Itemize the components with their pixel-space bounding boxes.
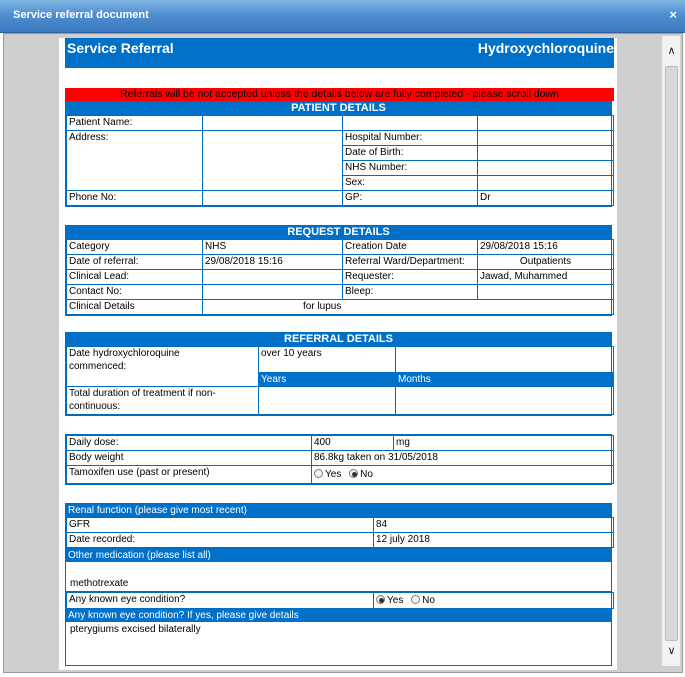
clinical-lead-field[interactable] — [203, 270, 343, 285]
phone-field[interactable] — [203, 191, 343, 206]
commenced-label — [67, 347, 259, 387]
date-recorded-field[interactable]: 12 july 2018 — [374, 533, 614, 548]
eye-condition-label: Any known eye condition? — [67, 593, 374, 609]
document-frame — [3, 33, 683, 673]
contact-no-field[interactable] — [203, 285, 343, 300]
hospital-number-label: Hospital Number: — [343, 131, 478, 146]
tamoxifen-no-label: No — [360, 469, 373, 480]
duration-months-field[interactable] — [396, 387, 614, 415]
category-label: Category — [67, 240, 203, 255]
date-of-referral-field[interactable]: 29/08/2018 15:16 — [203, 255, 343, 270]
clinical-details-label: Clinical Details — [67, 300, 203, 315]
eye-details-heading: Any known eye condition? If yes, please give details — [66, 609, 611, 622]
requester-field[interactable]: Jawad, Muhammed — [478, 270, 614, 285]
chevron-down-icon[interactable]: ∨ — [667, 645, 676, 657]
radio-icon — [411, 595, 420, 604]
referral-details-section — [65, 332, 612, 416]
date-recorded-label: Date recorded: — [67, 533, 374, 548]
tamoxifen-options — [312, 466, 614, 484]
referral-ward-label: Referral Ward/Department: — [343, 255, 478, 270]
patient-details-section — [65, 101, 612, 207]
category-field[interactable]: NHS — [203, 240, 343, 255]
years-header: Years — [259, 373, 396, 387]
other-medication-section — [65, 548, 612, 666]
drug-title: Hydroxychloroquine — [477, 40, 614, 56]
document-header — [65, 38, 614, 68]
window-titlebar — [0, 0, 685, 33]
gfr-field[interactable]: 84 — [374, 518, 614, 533]
date-of-referral-label: Date of referral: — [67, 255, 203, 270]
dob-field[interactable] — [478, 146, 614, 161]
daily-dose-label: Daily dose: — [67, 436, 312, 451]
commenced-label-line2: commenced: — [69, 361, 127, 372]
eye-condition-options — [374, 593, 614, 609]
vertical-scrollbar[interactable] — [661, 36, 680, 666]
tamoxifen-yes-label: Yes — [325, 469, 342, 480]
body-weight-label: Body weight — [67, 451, 312, 466]
clinical-details-value: for lupus — [303, 301, 342, 312]
creation-date-field[interactable]: 29/08/2018 15:16 — [478, 240, 614, 255]
commenced-field[interactable]: over 10 years — [259, 347, 396, 373]
radio-icon — [314, 469, 323, 478]
gp-label: GP: — [343, 191, 478, 206]
other-medication-field[interactable] — [66, 562, 611, 592]
duration-label — [67, 387, 259, 415]
creation-date-label: Creation Date — [343, 240, 478, 255]
clinical-lead-label: Clinical Lead: — [67, 270, 203, 285]
other-medication-value: methotrexate — [70, 578, 129, 589]
dob-label: Date of Birth: — [343, 146, 478, 161]
eye-no-radio[interactable] — [411, 595, 435, 606]
duration-years-field[interactable] — [259, 387, 396, 415]
bleep-field[interactable] — [478, 285, 614, 300]
duration-label-line1: Total duration of treatment if non- — [69, 388, 216, 399]
nhs-number-field[interactable] — [478, 161, 614, 176]
daily-dose-field[interactable]: 400 — [312, 436, 394, 451]
requester-label: Requester: — [343, 270, 478, 285]
sex-field[interactable] — [478, 176, 614, 191]
eye-details-field[interactable] — [66, 622, 611, 662]
empty-cell — [343, 116, 478, 131]
renal-heading: Renal function (please give most recent) — [66, 504, 611, 517]
radio-checked-icon — [376, 595, 385, 604]
bleep-label: Bleep: — [343, 285, 478, 300]
request-details-heading: REQUEST DETAILS — [66, 226, 611, 239]
nhs-number-label: NHS Number: — [343, 161, 478, 176]
address-field[interactable] — [203, 131, 343, 191]
dose-section — [65, 434, 612, 485]
gfr-label: GFR — [67, 518, 374, 533]
hospital-number-field[interactable] — [478, 131, 614, 146]
gp-field[interactable]: Dr — [478, 191, 614, 206]
sex-label: Sex: — [343, 176, 478, 191]
window-title: Service referral document — [13, 9, 149, 21]
page-title: Service Referral — [67, 40, 174, 56]
referral-details-heading: REFERRAL DETAILS — [66, 333, 611, 346]
eye-no-label: No — [422, 595, 435, 606]
daily-dose-unit: mg — [394, 436, 614, 451]
tamoxifen-yes-radio[interactable] — [314, 469, 341, 480]
clinical-details-field[interactable] — [203, 300, 614, 315]
tamoxifen-label: Tamoxifen use (past or present) — [67, 466, 312, 484]
duration-label-line2: continuous: — [69, 401, 121, 412]
scrollbar-thumb[interactable] — [665, 66, 678, 641]
contact-no-label: Contact No: — [67, 285, 203, 300]
patient-details-heading: PATIENT DETAILS — [66, 102, 611, 115]
warning-banner: Referrals will be not accepted unless the details below are fully completed - please scroll down — [65, 88, 614, 101]
address-label: Address: — [67, 131, 203, 191]
request-details-section — [65, 225, 612, 316]
patient-name-label: Patient Name: — [67, 116, 203, 131]
patient-name-field[interactable] — [203, 116, 343, 131]
referral-document — [59, 38, 617, 670]
body-weight-field[interactable]: 86.8kg taken on 31/05/2018 — [312, 451, 614, 466]
eye-yes-radio[interactable] — [376, 595, 403, 606]
chevron-up-icon[interactable]: ∧ — [667, 45, 676, 57]
phone-label: Phone No: — [67, 191, 203, 206]
referral-ward-field[interactable]: Outpatients — [478, 255, 614, 270]
eye-yes-label: Yes — [387, 595, 404, 606]
commenced-label-line1: Date hydroxychloroquine — [69, 348, 180, 359]
eye-details-value: pterygiums excised bilaterally — [70, 624, 201, 635]
close-icon[interactable]: × — [669, 7, 677, 22]
months-header: Months — [396, 373, 614, 387]
empty-cell — [478, 116, 614, 131]
radio-checked-icon — [349, 469, 358, 478]
empty-cell — [396, 347, 614, 373]
tamoxifen-no-radio[interactable] — [349, 469, 373, 480]
other-medication-heading: Other medication (please list all) — [66, 549, 611, 562]
renal-section — [65, 503, 612, 549]
